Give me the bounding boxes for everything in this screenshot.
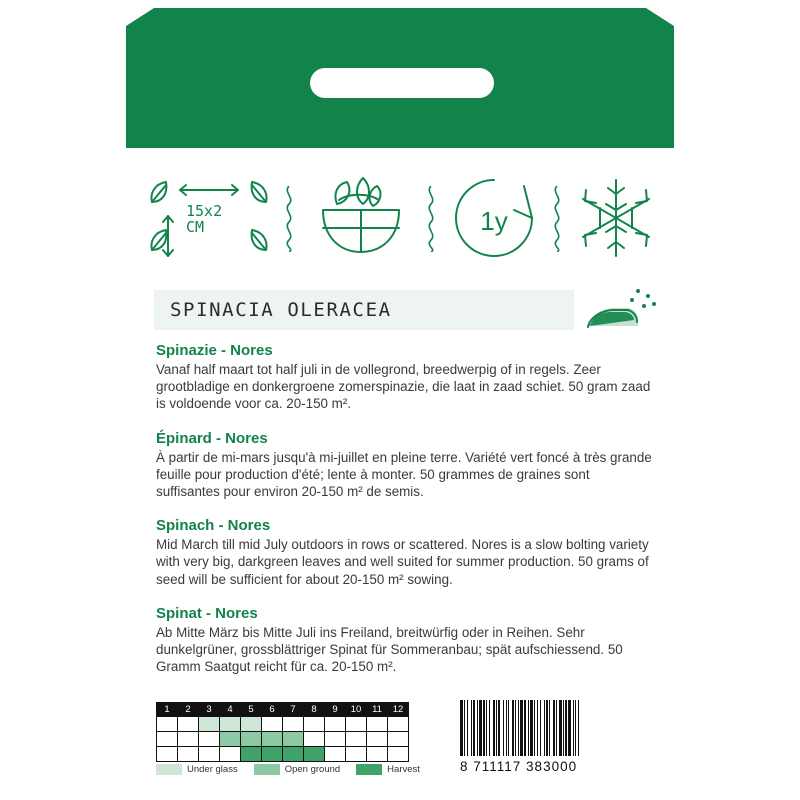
calendar-month-header: 10 bbox=[346, 703, 367, 717]
one-year-icon bbox=[444, 158, 544, 278]
svg-text:1y: 1y bbox=[480, 206, 508, 236]
language-block-fr bbox=[156, 430, 654, 501]
legend-label-ground: Open ground bbox=[284, 764, 341, 775]
calendar-cell bbox=[220, 747, 241, 762]
legend-swatch-ground bbox=[254, 764, 280, 775]
calendar-cell bbox=[178, 717, 199, 732]
calendar-cell bbox=[241, 747, 262, 762]
calendar-cell bbox=[283, 732, 304, 747]
barcode-bar bbox=[579, 700, 582, 756]
calendar-cell bbox=[304, 732, 325, 747]
block-body: Mid March till mid July outdoors in rows or scattered. Nores is a slow bolting variety with very big, darkgreen leaves and well suited for summer production. 50 grams of seed will be sufficient for about 20-150 m² sowing. bbox=[156, 537, 649, 587]
calendar-cell bbox=[388, 717, 409, 732]
calendar-month-header: 12 bbox=[388, 703, 409, 717]
calendar-cell bbox=[304, 717, 325, 732]
calendar-month-header: 3 bbox=[199, 703, 220, 717]
calendar-row bbox=[157, 717, 409, 732]
calendar-cell bbox=[178, 747, 199, 762]
calendar-cell bbox=[346, 732, 367, 747]
calendar-legend bbox=[156, 764, 420, 775]
calendar-cell bbox=[388, 747, 409, 762]
language-block-en bbox=[156, 517, 654, 588]
plant-spacing-icon bbox=[144, 158, 274, 278]
calendar-month-header: 5 bbox=[241, 703, 262, 717]
hand-sowing-icon bbox=[582, 286, 662, 334]
block-heading: Spinazie - Nores bbox=[156, 342, 273, 359]
calendar-cell bbox=[262, 717, 283, 732]
block-body: Ab Mitte März bis Mitte Juli ins Freiland, breitwürfig oder in Reihen. Sehr dunkelgrüner, grossblättriger Spinat für Sommeranbau; spät aufschiessend. 50 Gramm Saatgut reicht für ca. 20-150 m². bbox=[156, 624, 623, 675]
calendar-cell bbox=[325, 732, 346, 747]
calendar-header-row bbox=[157, 703, 409, 717]
calendar-cell bbox=[388, 732, 409, 747]
calendar-cell bbox=[199, 732, 220, 747]
legend-swatch-glass bbox=[156, 764, 182, 775]
calendar-cell bbox=[304, 747, 325, 762]
species-title-band bbox=[154, 290, 574, 330]
calendar-cell bbox=[346, 717, 367, 732]
calendar-cell bbox=[220, 732, 241, 747]
barcode-bars bbox=[460, 700, 644, 756]
packet-header bbox=[126, 8, 674, 148]
calendar-cell bbox=[199, 717, 220, 732]
calendar-month-header: 11 bbox=[367, 703, 388, 717]
hang-hole bbox=[310, 68, 494, 98]
divider-squiggle bbox=[424, 186, 438, 252]
calendar-month-header: 7 bbox=[283, 703, 304, 717]
salad-bowl-icon bbox=[304, 158, 414, 278]
calendar-month-header: 4 bbox=[220, 703, 241, 717]
sowing-calendar bbox=[156, 702, 409, 762]
legend-item-ground bbox=[254, 764, 340, 775]
seed-packet bbox=[126, 8, 674, 792]
calendar-cell bbox=[241, 717, 262, 732]
calendar-month-header: 9 bbox=[325, 703, 346, 717]
calendar-cell bbox=[367, 732, 388, 747]
calendar-cell bbox=[325, 747, 346, 762]
latin-name: SPINACIA OLERACEA bbox=[170, 299, 392, 321]
legend-swatch-harvest bbox=[356, 764, 382, 775]
calendar-cell bbox=[157, 747, 178, 762]
icon-strip bbox=[126, 158, 674, 278]
calendar-cell bbox=[157, 732, 178, 747]
divider-squiggle bbox=[550, 186, 564, 252]
calendar-row bbox=[157, 747, 409, 762]
calendar-cell bbox=[367, 747, 388, 762]
calendar-cell bbox=[283, 717, 304, 732]
calendar-cell bbox=[346, 747, 367, 762]
legend-item-harvest bbox=[356, 764, 420, 775]
calendar-table bbox=[156, 702, 409, 762]
calendar-cell bbox=[325, 717, 346, 732]
block-heading: Spinat - Nores bbox=[156, 604, 258, 622]
calendar-cell bbox=[178, 732, 199, 747]
calendar-cell bbox=[241, 732, 262, 747]
calendar-cell bbox=[283, 747, 304, 762]
calendar-cell bbox=[157, 717, 178, 732]
calendar-cell bbox=[199, 747, 220, 762]
block-body: À partir de mi-mars jusqu'à mi-juillet en pleine terre. Variété vert foncé à très grande feuille pour production d'été; lente à monter. 50 grammes de graines sont suffisantes pour environ 20-150 m² de semis. bbox=[156, 449, 652, 500]
block-heading: Épinard - Nores bbox=[156, 429, 268, 447]
language-block-nl bbox=[156, 342, 654, 413]
calendar-month-header: 2 bbox=[178, 703, 199, 717]
calendar-month-header: 8 bbox=[304, 703, 325, 717]
divider-squiggle bbox=[282, 186, 296, 252]
legend-item-glass bbox=[156, 764, 238, 775]
legend-label-harvest: Harvest bbox=[387, 764, 420, 775]
calendar-row bbox=[157, 732, 409, 747]
legend-label-glass: Under glass bbox=[187, 764, 238, 775]
calendar-cell bbox=[262, 732, 283, 747]
svg-text:15x2: 15x2 bbox=[186, 202, 223, 220]
calendar-month-header: 6 bbox=[262, 703, 283, 717]
calendar-cell bbox=[262, 747, 283, 762]
block-body: Vanaf half maart tot half juli in de vollegrond, breedwerpig of in regels. Zeer grootbladige en donkergroene zomerspinazie, die laat in zaad schiet. 50 gram zaad is voldoende voor ca. 20-150 m². bbox=[156, 362, 651, 412]
svg-text:CM: CM bbox=[186, 218, 205, 236]
description-blocks bbox=[156, 342, 654, 692]
language-block-de bbox=[156, 605, 654, 676]
barcode bbox=[460, 700, 644, 774]
block-heading: Spinach - Nores bbox=[156, 517, 271, 535]
calendar-month-header: 1 bbox=[157, 703, 178, 717]
calendar-cell bbox=[367, 717, 388, 732]
barcode-number: 8 711117 383000 bbox=[460, 759, 578, 774]
snowflake-icon bbox=[566, 158, 666, 278]
calendar-cell bbox=[220, 717, 241, 732]
